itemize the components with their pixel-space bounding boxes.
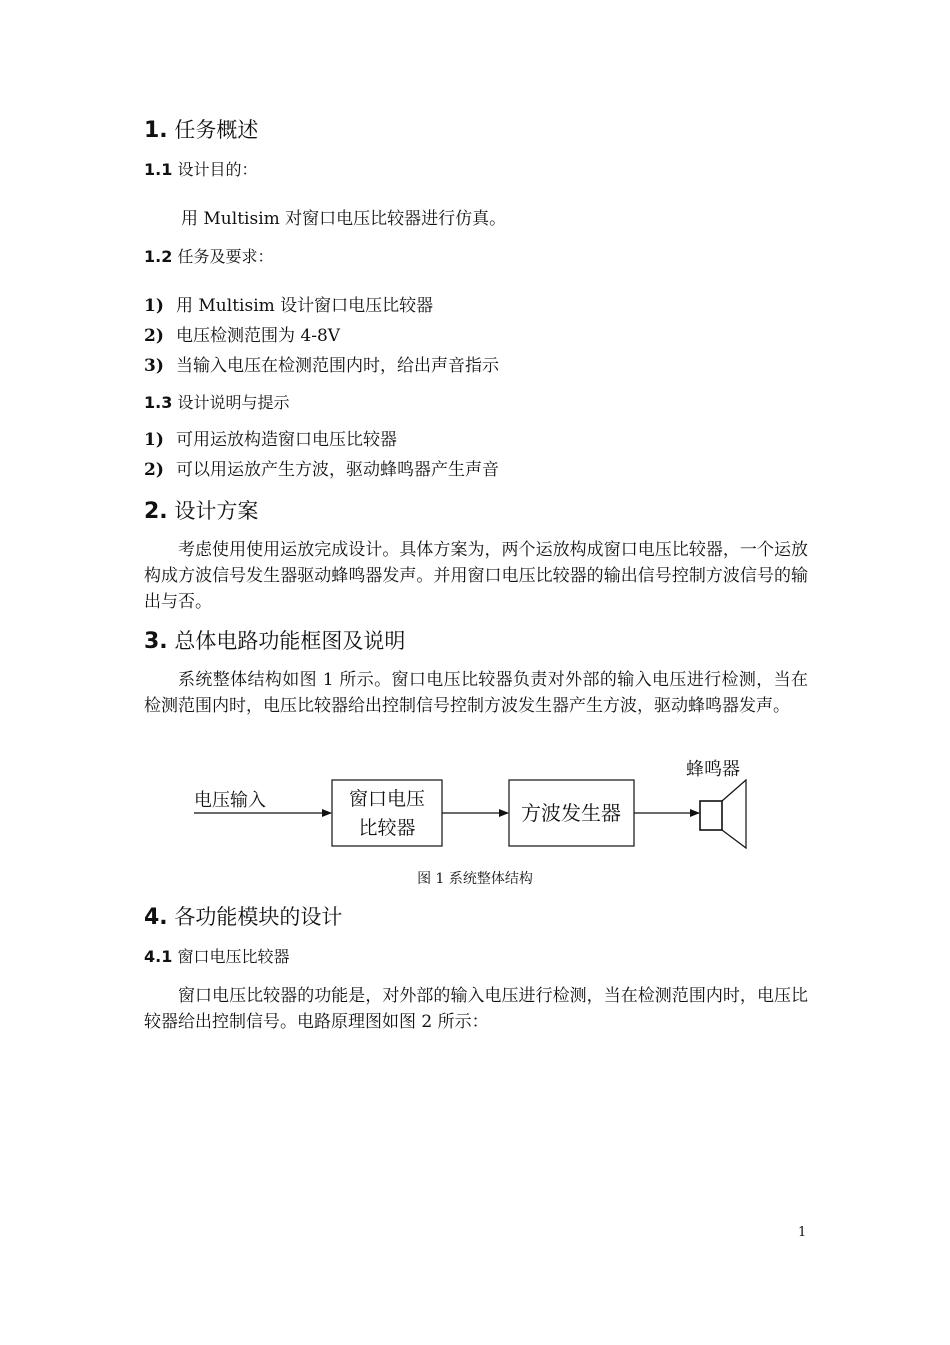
section-title: 设计说明与提示	[177, 393, 290, 412]
list-text: 电压检测范围为 4-8V	[176, 326, 341, 346]
list-number: 1)	[144, 296, 164, 316]
list-item	[144, 355, 499, 377]
list-item	[144, 295, 433, 317]
section-4-1-heading	[144, 946, 289, 968]
list-number: 2)	[144, 326, 164, 346]
list-text: 当输入电压在检测范围内时，给出声音指示	[176, 356, 499, 376]
list-number: 1)	[144, 430, 164, 450]
comparator-label-line2: 比较器	[358, 817, 416, 839]
section-number: 4.	[144, 905, 168, 930]
section-1-3-heading	[144, 392, 289, 414]
section-title: 窗口电压比较器	[177, 947, 290, 966]
list-item	[144, 459, 499, 481]
input-label: 电压输入	[194, 790, 266, 811]
section-1-2-heading	[144, 246, 273, 268]
section-title: 设计目的：	[177, 160, 258, 179]
section-2-body: 考虑使用使用运放完成设计。具体方案为，两个运放构成窗口电压比较器，一个运放构成方波信号发生器驱动蜂鸣器发声。并用窗口电压比较器的输出信号控制方波信号的输出与否。	[144, 540, 808, 612]
section-4-heading	[144, 904, 342, 931]
speaker-icon	[722, 780, 746, 848]
section-title: 任务概述	[174, 118, 259, 142]
section-number: 3.	[144, 629, 168, 654]
section-number: 1.1	[144, 160, 173, 179]
section-1-heading	[144, 117, 258, 144]
section-number: 4.1	[144, 947, 173, 966]
section-3-body: 系统整体结构如图 1 所示。窗口电压比较器负责对外部的输入电压进行检测，当在检测范围内时，电压比较器给出控制信号控制方波发生器产生方波，驱动蜂鸣器发声。	[144, 670, 808, 716]
list-item	[144, 429, 397, 451]
section-1-1-heading	[144, 159, 257, 181]
section-2-heading	[144, 498, 258, 525]
list-number: 3)	[144, 356, 164, 376]
section-title: 总体电路功能框图及说明	[174, 629, 406, 653]
figure-caption: 图 1 系统整体结构	[417, 871, 533, 887]
section-number: 1.	[144, 118, 168, 143]
list-text: 用 Multisim 设计窗口电压比较器	[176, 296, 434, 316]
system-block-diagram	[180, 752, 770, 860]
page-number: 1	[798, 1225, 807, 1240]
section-4-1-body: 窗口电压比较器的功能是，对外部的输入电压进行检测，当在检测范围内时，电压比较器给出控制信号。电路原理图如图 2 所示：	[144, 986, 808, 1032]
comparator-label-line1: 窗口电压	[348, 788, 426, 810]
section-title: 各功能模块的设计	[174, 905, 343, 929]
buzzer-label: 蜂鸣器	[686, 759, 740, 780]
list-number: 2)	[144, 460, 164, 480]
list-text: 可以用运放产生方波，驱动蜂鸣器产生声音	[176, 460, 499, 480]
section-1-1-body: 用 Multisim 对窗口电压比较器进行仿真。	[181, 209, 507, 229]
section-title: 任务及要求：	[177, 247, 274, 266]
section-number: 1.3	[144, 393, 173, 412]
section-number: 1.2	[144, 247, 173, 266]
section-number: 2.	[144, 499, 168, 524]
list-item	[144, 325, 340, 347]
section-title: 设计方案	[174, 499, 259, 523]
list-text: 可用运放构造窗口电压比较器	[176, 430, 397, 450]
generator-label: 方波发生器	[521, 801, 621, 825]
section-3-heading	[144, 628, 405, 655]
buzzer-body	[700, 801, 722, 830]
